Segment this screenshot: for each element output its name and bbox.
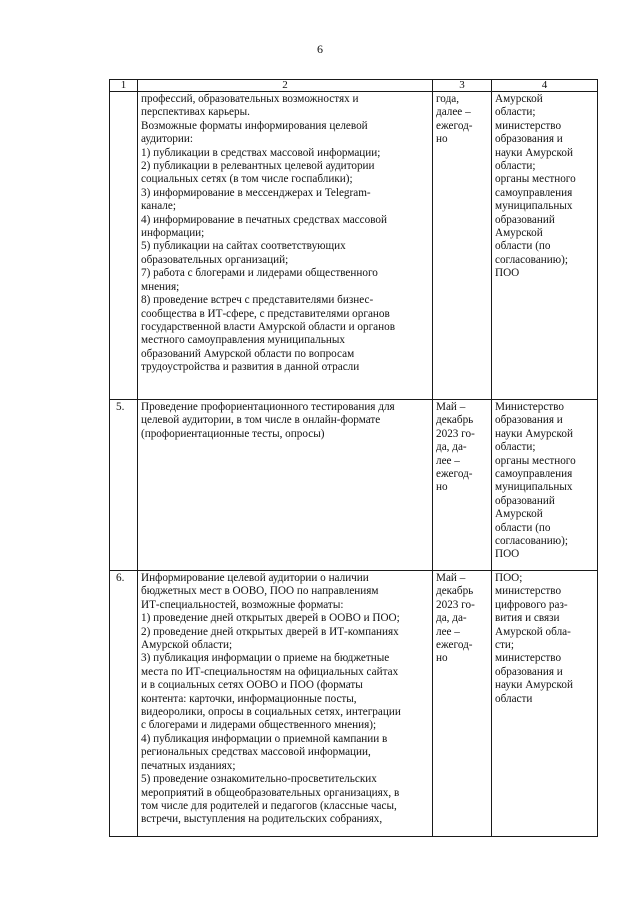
measure-content — [138, 92, 433, 400]
text-line: целевой аудитории, в том числе в онлайн-формате — [141, 414, 381, 427]
text-line: региональных средствах массовой информации, — [141, 746, 371, 759]
text-line: далее – — [436, 106, 471, 119]
row-number: 6. — [110, 571, 138, 837]
text-line: согласованию); — [495, 535, 568, 548]
text-line: печатных изданиях; — [141, 759, 236, 772]
text-line: министерство — [495, 119, 562, 132]
header-cell-2: 2 — [138, 80, 433, 92]
text-line: 3) публикация информации о приеме на бюджетные — [141, 652, 390, 665]
text-line: но — [436, 652, 448, 665]
text-line: и в социальных сетях ООВО и ПОО (форматы — [141, 679, 363, 692]
text-line: 2) публикации в релевантных целевой аудитории — [141, 160, 375, 173]
text-line: 5) публикации на сайтах соответствующих — [141, 240, 346, 253]
text-line: (профориентационные тесты, опросы) — [141, 427, 325, 440]
text-line: образований Амурской области по вопросам — [141, 347, 355, 360]
text-line: науки Амурской — [495, 146, 573, 159]
text-line: министерство — [495, 585, 562, 598]
text-line: трудоустройства и развития в данной отрасли — [141, 361, 360, 374]
text-line: социальных сетях (в том числе госпаблики); — [141, 173, 353, 186]
text-line: области (по — [495, 521, 551, 534]
text-line: 2023 го- — [436, 427, 475, 440]
table-row — [110, 92, 598, 400]
text-line: Амурской — [495, 227, 543, 240]
text-line: образований — [495, 213, 555, 226]
text-line: ежегод- — [436, 119, 473, 132]
text-line: мероприятий в общеобразовательных организациях, в — [141, 786, 400, 799]
text-line: встречи, выступления на родительских собраниях, — [141, 813, 383, 826]
text-line: ИТ-специальностей, возможные форматы: — [141, 598, 344, 611]
text-line: 4) публикация информации о приемной кампании в — [141, 732, 388, 745]
text-line: бюджетных мест в ООВО, ПОО по направлениям — [141, 585, 379, 598]
text-line: с блогерами и лидерами общественного мнения); — [141, 719, 377, 732]
text-line: том числе для родителей и педагогов (классные часы, — [141, 799, 397, 812]
table-row — [110, 571, 598, 837]
text-line: ПОО — [495, 267, 520, 280]
text-line: вития и связи — [495, 612, 560, 625]
text-line: цифрового раз- — [495, 598, 568, 611]
header-cell-1: 1 — [110, 80, 138, 92]
text-line: мнения; — [141, 280, 180, 293]
text-line: 4) информирование в печатных средствах массовой — [141, 213, 387, 226]
text-line: муниципальных — [495, 481, 573, 494]
text-line: аудитории: — [141, 133, 193, 146]
text-line: лее – — [436, 454, 460, 467]
text-line: да, да- — [436, 612, 467, 625]
responsible-cell — [492, 400, 598, 571]
text-line: лее – — [436, 625, 460, 638]
text-line: места по ИТ-специальностям на официальных сайтах — [141, 665, 399, 678]
text-line: сти; — [495, 639, 514, 652]
text-line: Амурской — [495, 508, 543, 521]
plan-table — [109, 79, 598, 837]
measure-content — [138, 400, 433, 571]
text-line: области; — [495, 441, 536, 454]
text-line: 2) проведение дней открытых дверей в ИТ-компаниях — [141, 625, 399, 638]
text-line: 5) проведение ознакомительно-просветительских — [141, 773, 377, 786]
text-line: да, да- — [436, 441, 467, 454]
text-line: образовательных организаций; — [141, 253, 289, 266]
page-number: 6 — [317, 42, 323, 56]
text-line: муниципальных — [495, 200, 573, 213]
text-line: информации; — [141, 227, 205, 240]
text-line: перспективах карьеры. — [141, 106, 250, 119]
text-line: Май – — [436, 572, 466, 584]
text-line: Май – — [436, 401, 466, 413]
text-line: согласованию); — [495, 253, 568, 266]
text-line: 1) проведение дней открытых дверей в ООВО и ПОО; — [141, 612, 400, 625]
term-cell — [433, 571, 492, 837]
text-line: ежегод- — [436, 639, 473, 652]
text-line: но — [436, 133, 448, 146]
text-line: видеоролики, опросы в социальных сетях, интеграции — [141, 706, 401, 719]
text-line: ПОО; — [495, 572, 523, 584]
text-line: года, — [436, 93, 460, 105]
text-line: самоуправления — [495, 186, 573, 199]
text-line: министерство — [495, 652, 562, 665]
text-line: 7) работа с блогерами и лидерами общественного — [141, 267, 378, 280]
text-line: Амурской области; — [141, 639, 233, 652]
text-line: образования и — [495, 414, 563, 427]
text-line: Министерство — [495, 401, 564, 413]
text-line: декабрь — [436, 585, 474, 598]
responsible-cell — [492, 571, 598, 837]
text-line: области; — [495, 160, 536, 173]
text-line: сообщества в ИТ-сфере, с представителями органов — [141, 307, 390, 320]
text-line: Возможные форматы информирования целевой — [141, 119, 368, 132]
text-line: науки Амурской — [495, 427, 573, 440]
text-line: самоуправления — [495, 468, 573, 481]
text-line: Проведение профориентационного тестирования для — [141, 401, 395, 413]
header-cell-4: 4 — [492, 80, 598, 92]
text-line: 2023 го- — [436, 598, 475, 611]
table-header-row — [110, 80, 598, 92]
table-row — [110, 400, 598, 571]
measure-content — [138, 571, 433, 837]
term-cell — [433, 92, 492, 400]
row-number: 5. — [110, 400, 138, 571]
text-line: Амурской обла- — [495, 625, 571, 638]
text-line: контента: карточки, информационные посты, — [141, 692, 357, 705]
text-line: Амурской — [495, 93, 543, 105]
text-line: государственной власти Амурской области и органов — [141, 320, 395, 333]
responsible-cell — [492, 92, 598, 400]
text-line: профессий, образовательных возможностях и — [141, 93, 359, 105]
text-line: органы местного — [495, 454, 576, 467]
text-line: образований — [495, 494, 555, 507]
text-line: Информирование целевой аудитории о наличии — [141, 572, 369, 584]
text-line: области — [495, 692, 533, 705]
text-line: местного самоуправления муниципальных — [141, 334, 345, 347]
text-line: 3) информирование в мессенджерах и Telegram- — [141, 186, 371, 199]
text-line: науки Амурской — [495, 679, 573, 692]
text-line: образования и — [495, 665, 563, 678]
text-line: 1) публикации в средствах массовой информации; — [141, 146, 381, 159]
text-line: декабрь — [436, 414, 474, 427]
text-line: но — [436, 481, 448, 494]
header-cell-3: 3 — [433, 80, 492, 92]
text-line: образования и — [495, 133, 563, 146]
text-line: области (по — [495, 240, 551, 253]
text-line: ПОО — [495, 548, 520, 561]
text-line: органы местного — [495, 173, 576, 186]
row-number — [110, 92, 138, 400]
term-cell — [433, 400, 492, 571]
text-line: 8) проведение встреч с представителями бизнес- — [141, 294, 374, 307]
text-line: ежегод- — [436, 468, 473, 481]
text-line: области; — [495, 106, 536, 119]
text-line: канале; — [141, 200, 176, 213]
